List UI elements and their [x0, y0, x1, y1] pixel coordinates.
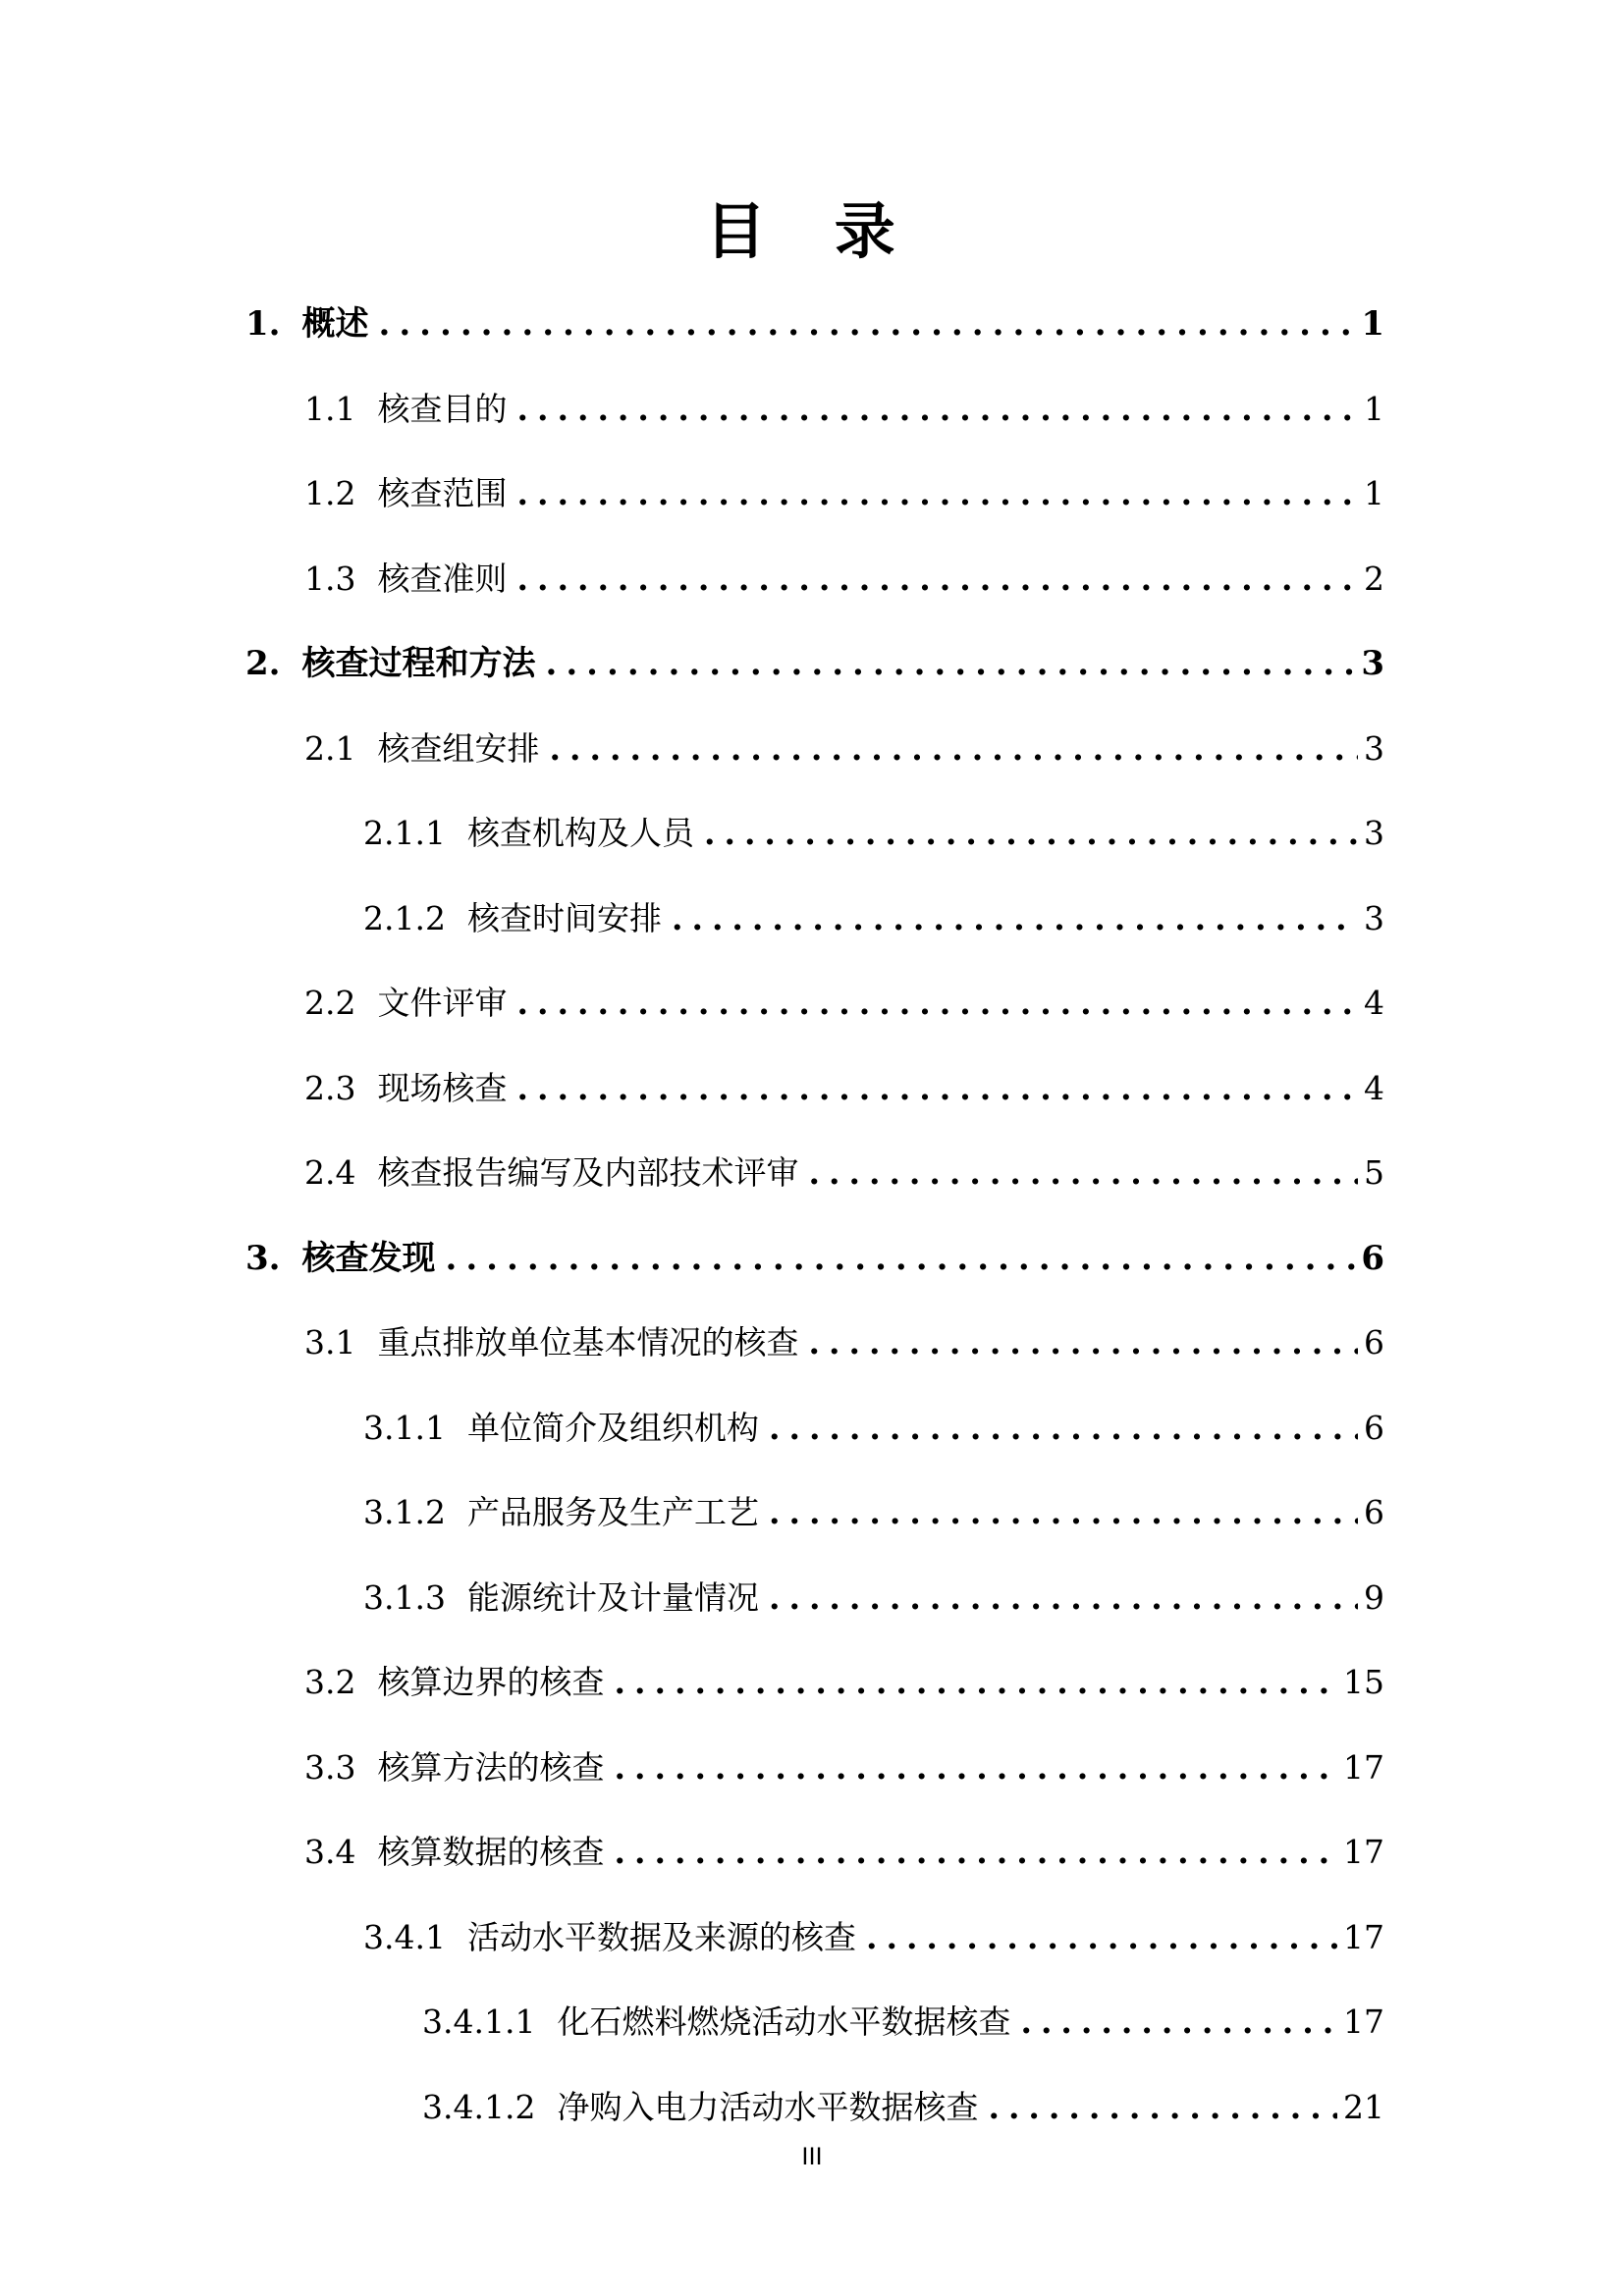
- toc-dot-leader: [546, 636, 1356, 691]
- toc-entry[interactable]: [304, 382, 1384, 437]
- toc-entry-title: 核查过程和方法: [301, 644, 536, 683]
- toc-entry-number: 3.: [245, 1238, 281, 1278]
- toc-entry-number: 2.3: [304, 1068, 356, 1107]
- toc-entry[interactable]: [363, 891, 1384, 946]
- toc-entry-number: 2.1.2: [363, 898, 446, 937]
- toc-entry-page: 3: [1361, 644, 1384, 683]
- toc-entry-page: 5: [1364, 1153, 1384, 1192]
- toc-entry-title: 核算数据的核查: [377, 1833, 605, 1871]
- toc-entry[interactable]: [245, 296, 1384, 351]
- toc-entry-page: 9: [1364, 1577, 1384, 1617]
- toc-dot-leader: [808, 1315, 1358, 1370]
- toc-dot-leader: [672, 891, 1358, 946]
- toc-entry-number: 3.4.1.1: [422, 2002, 536, 2041]
- toc-dot-leader: [516, 552, 1358, 607]
- toc-entry-title: 核查时间安排: [466, 898, 662, 937]
- page-title: 目 录: [705, 195, 919, 267]
- toc-entry-page: 15: [1343, 1663, 1384, 1701]
- toc-dot-leader: [614, 1655, 1337, 1710]
- toc-entry-title: 核查组安排: [377, 728, 540, 768]
- toc-entry[interactable]: [304, 466, 1384, 521]
- toc-entry-page: 6: [1364, 1408, 1384, 1447]
- toc-entry[interactable]: [422, 2080, 1384, 2135]
- toc-entry-page: 2: [1364, 559, 1384, 598]
- toc-entry-number: 2.4: [304, 1153, 356, 1192]
- toc-dot-leader: [769, 1485, 1358, 1540]
- toc-entry-title: 重点排放单位基本情况的核查: [377, 1323, 799, 1362]
- toc-entry-page: 21: [1343, 2087, 1384, 2126]
- toc-dot-leader: [516, 1061, 1358, 1116]
- toc-entry-page: 17: [1343, 1747, 1384, 1787]
- toc-entry-number: 2.2: [304, 984, 356, 1022]
- toc-entry[interactable]: [304, 1655, 1384, 1710]
- toc-entry-title: 化石燃料燃烧活动水平数据核查: [557, 2002, 1011, 2041]
- toc-entry-title: 单位简介及组织机构: [466, 1408, 759, 1447]
- toc-entry-title: 文件评审: [377, 984, 508, 1022]
- toc-entry-number: 3.3: [304, 1747, 356, 1787]
- toc-entry[interactable]: [304, 1825, 1384, 1880]
- toc-entry-title: 核查发现: [301, 1238, 436, 1278]
- toc-dot-leader: [988, 2080, 1337, 2135]
- page-number: III: [801, 2143, 823, 2170]
- toc-entry[interactable]: [304, 721, 1384, 776]
- toc-dot-leader: [516, 976, 1358, 1031]
- toc-entry[interactable]: [363, 1401, 1384, 1456]
- toc-entry-number: 3.1.2: [363, 1493, 446, 1531]
- toc-entry-number: 3.2: [304, 1663, 356, 1701]
- toc-entry-title: 核算边界的核查: [377, 1663, 605, 1701]
- toc-entry[interactable]: [363, 1571, 1384, 1626]
- toc-dot-leader: [379, 296, 1356, 351]
- toc-entry-number: 1.: [245, 304, 281, 344]
- toc-entry-number: 1.3: [304, 559, 356, 598]
- toc-entry-page: 6: [1364, 1323, 1384, 1362]
- toc-entry[interactable]: [304, 552, 1384, 607]
- toc-entry-title: 核算方法的核查: [377, 1747, 605, 1787]
- toc-dot-leader: [614, 1740, 1337, 1795]
- toc-entry-number: 3.1: [304, 1323, 356, 1362]
- toc-entry-title: 核查机构及人员: [466, 814, 694, 852]
- toc-entry-number: 3.4.1: [363, 1917, 446, 1956]
- toc-entry[interactable]: [363, 806, 1384, 861]
- toc-entry-number: 3.1.3: [363, 1577, 446, 1617]
- toc-entry-number: 3.4.1.2: [422, 2087, 536, 2126]
- toc-entry-page: 6: [1361, 1238, 1384, 1278]
- toc-entry-page: 4: [1364, 984, 1384, 1022]
- toc-entry-page: 17: [1343, 2002, 1384, 2041]
- toc-entry-page: 3: [1364, 814, 1384, 852]
- toc-entry-page: 3: [1364, 898, 1384, 937]
- toc-dot-leader: [866, 1910, 1337, 1965]
- toc-dot-leader: [446, 1231, 1356, 1286]
- toc-entry-title: 核查目的: [377, 389, 508, 428]
- toc-entry-page: 4: [1364, 1068, 1384, 1107]
- toc-dot-leader: [808, 1146, 1358, 1201]
- toc-entry[interactable]: [363, 1485, 1384, 1540]
- toc-dot-leader: [704, 806, 1358, 861]
- toc-entry-page: 1: [1364, 389, 1384, 428]
- toc-entry[interactable]: [304, 1146, 1384, 1201]
- toc-entry-page: 17: [1343, 1833, 1384, 1871]
- toc-dot-leader: [1020, 1995, 1337, 2050]
- toc-entry-page: 1: [1361, 304, 1384, 344]
- toc-entry-number: 2.: [245, 644, 281, 683]
- toc-entry-title: 核查准则: [377, 559, 508, 598]
- toc-entry-title: 净购入电力活动水平数据核查: [557, 2087, 979, 2126]
- toc-entry-title: 概述: [301, 304, 369, 344]
- toc-dot-leader: [549, 721, 1358, 776]
- toc-entry-title: 核查范围: [377, 474, 508, 512]
- toc-entry[interactable]: [304, 1061, 1384, 1116]
- toc-entry[interactable]: [363, 1910, 1384, 1965]
- toc-entry-title: 产品服务及生产工艺: [466, 1493, 759, 1531]
- toc-entry-page: 3: [1364, 728, 1384, 768]
- toc-entry-page: 17: [1343, 1917, 1384, 1956]
- toc-dot-leader: [516, 466, 1358, 521]
- toc-entry-number: 1.2: [304, 474, 356, 512]
- toc-entry-title: 活动水平数据及来源的核查: [466, 1917, 856, 1956]
- toc-entry[interactable]: [245, 1231, 1384, 1286]
- toc-entry-number: 3.4: [304, 1833, 356, 1871]
- toc-entry-number: 3.1.1: [363, 1408, 446, 1447]
- toc-dot-leader: [516, 382, 1358, 437]
- toc-entry[interactable]: [245, 636, 1384, 691]
- toc-dot-leader: [769, 1571, 1358, 1626]
- toc-dot-leader: [769, 1401, 1358, 1456]
- toc-entry[interactable]: [422, 1995, 1384, 2050]
- toc-entry-page: 6: [1364, 1493, 1384, 1531]
- toc-entry-number: 2.1.1: [363, 814, 446, 852]
- toc-entry-number: 2.1: [304, 728, 356, 768]
- toc-entry-number: 1.1: [304, 389, 356, 428]
- toc-entry-title: 能源统计及计量情况: [466, 1577, 759, 1617]
- toc-entry[interactable]: [304, 1740, 1384, 1795]
- toc-entry[interactable]: [304, 976, 1384, 1031]
- toc-dot-leader: [614, 1825, 1337, 1880]
- toc-entry-title: 现场核查: [377, 1068, 508, 1107]
- toc-entry[interactable]: [304, 1315, 1384, 1370]
- toc-entry-title: 核查报告编写及内部技术评审: [377, 1153, 799, 1192]
- toc-entry-page: 1: [1364, 474, 1384, 512]
